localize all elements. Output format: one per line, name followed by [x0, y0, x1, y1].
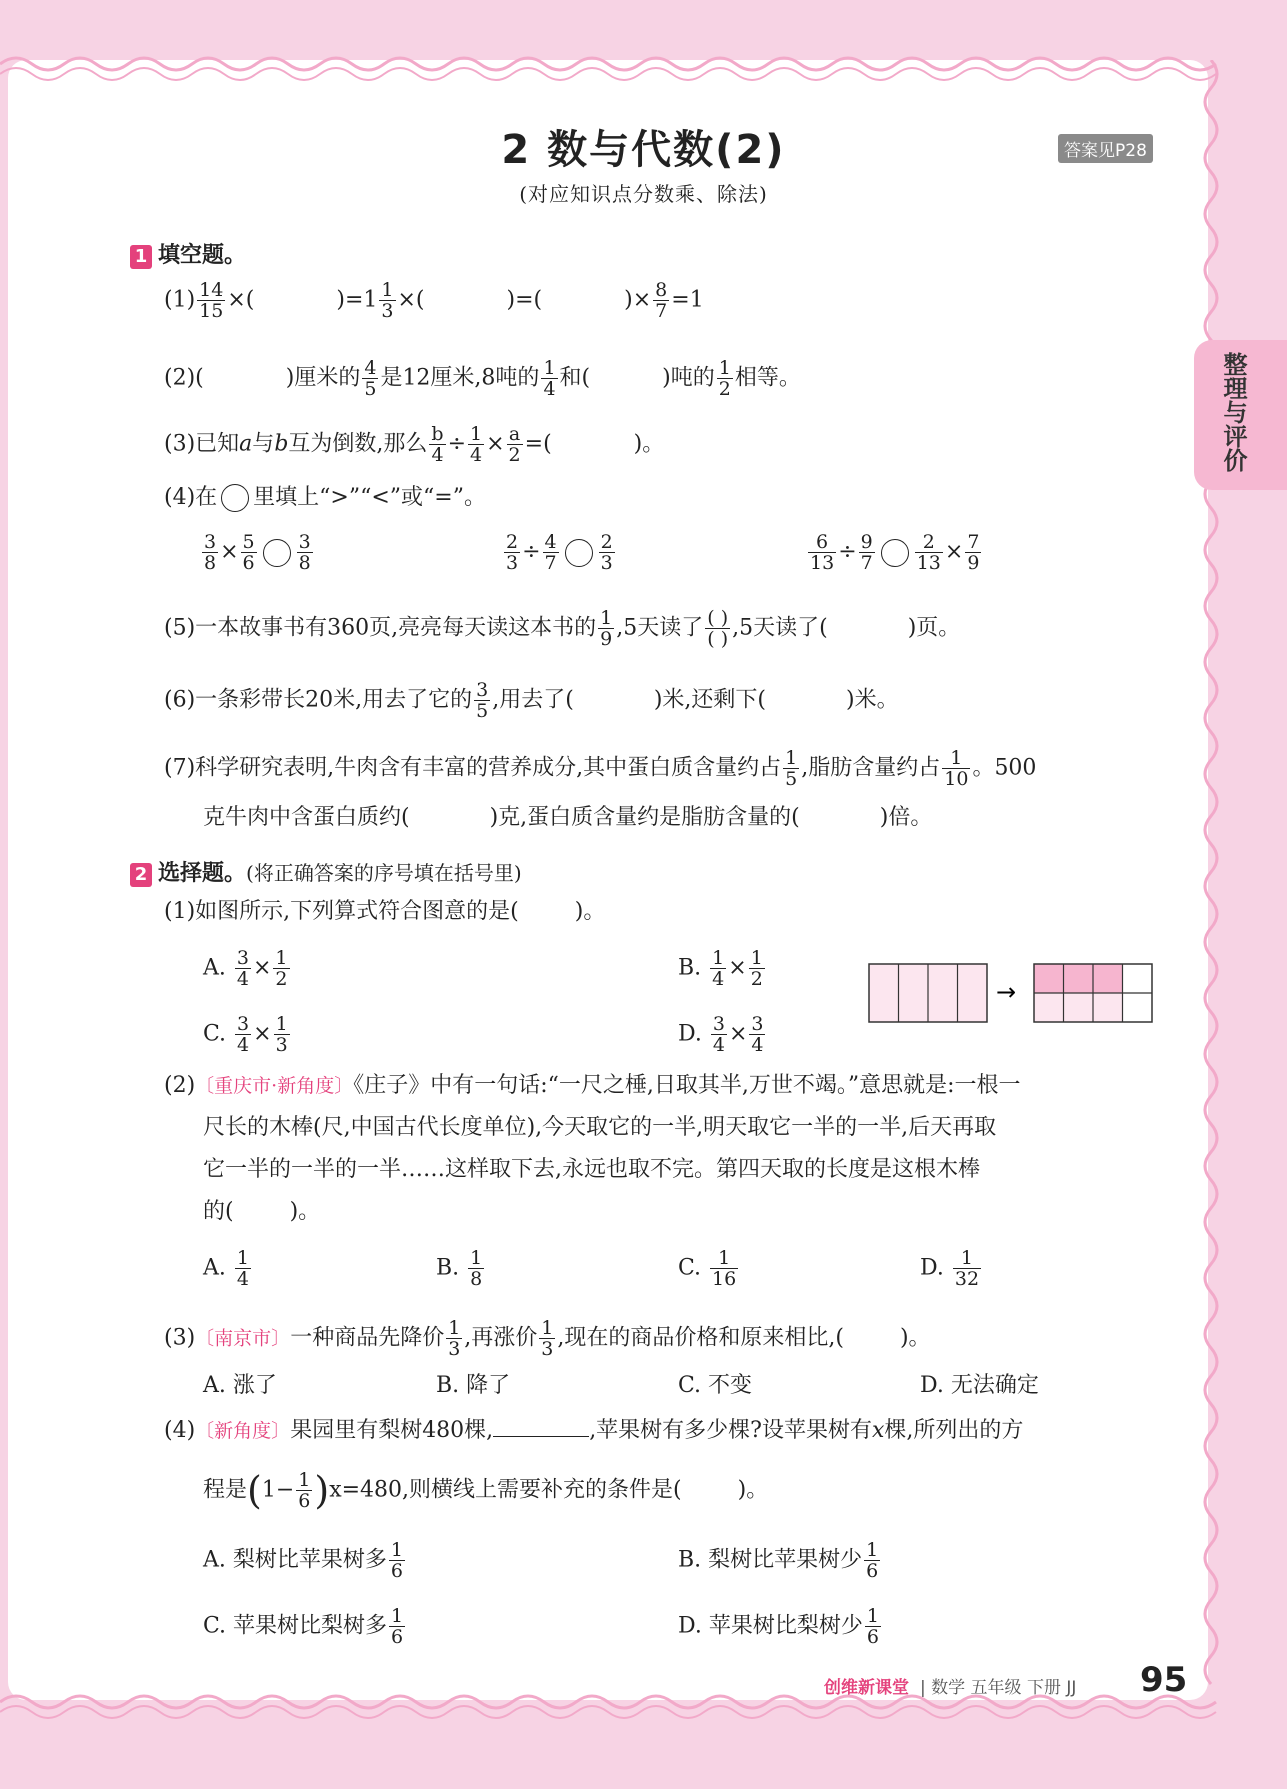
- fraction: [429, 424, 445, 465]
- s1-question-6: [164, 680, 899, 721]
- numerator: a: [507, 424, 523, 445]
- denominator: 8: [204, 552, 217, 574]
- s2-q1-option-a[interactable]: [203, 948, 292, 989]
- numerator: 3: [298, 531, 311, 553]
- section-1-number: 1: [130, 245, 152, 269]
- denominator: 13: [810, 552, 835, 574]
- numerator: 1: [942, 748, 970, 769]
- option-label: B. 梨树比苹果树少: [678, 1547, 863, 1573]
- option-label: B.: [678, 955, 702, 981]
- fraction: [379, 280, 395, 321]
- text: 和(: [559, 365, 591, 391]
- text: )吨的: [662, 365, 715, 391]
- s2-q1-option-b[interactable]: [678, 948, 767, 989]
- s1-question-5: [164, 608, 960, 649]
- numerator: 1: [712, 947, 725, 969]
- denominator: 4: [237, 1034, 250, 1056]
- fraction: [808, 532, 836, 573]
- numerator: 3: [237, 1013, 250, 1035]
- numerator: 5: [242, 531, 255, 553]
- s2-q3-option-b[interactable]: B. 降了: [436, 1373, 511, 1398]
- page-title: 2 数与代数(2): [501, 127, 786, 173]
- numerator: 2: [915, 532, 943, 553]
- fraction: [710, 1248, 738, 1289]
- denominator: 5: [476, 700, 489, 722]
- fraction-blank[interactable]: [705, 608, 730, 649]
- diagram-right-rect: [1034, 964, 1152, 1022]
- compare-circle[interactable]: [881, 539, 909, 567]
- denominator: 5: [364, 378, 377, 400]
- fraction: [749, 948, 765, 989]
- option-label: B.: [436, 1255, 460, 1281]
- fraction: [241, 532, 257, 573]
- numerator: 1: [718, 357, 731, 379]
- fraction: [710, 948, 726, 989]
- s2-q2-option-c[interactable]: [678, 1248, 740, 1289]
- variable-a: a: [239, 431, 253, 457]
- denominator: 4: [712, 1034, 725, 1056]
- text: 棵,所列出的方: [884, 1418, 1024, 1443]
- denominator: 6: [866, 1626, 879, 1648]
- s2-question-1: [164, 898, 605, 926]
- denominator: 16: [712, 1268, 737, 1290]
- side-tab-label: 整理与评价: [1219, 352, 1247, 472]
- text: ,用去了(: [492, 687, 574, 713]
- text: (4)在: [164, 485, 218, 510]
- section-2-number: 2: [130, 863, 152, 887]
- numerator: 1: [953, 1248, 981, 1269]
- text: )厘米的: [285, 365, 361, 391]
- s2-q4-option-b[interactable]: [678, 1540, 882, 1581]
- numerator: 6: [808, 532, 836, 553]
- s1-question-3: [164, 424, 664, 465]
- fraction: [942, 748, 970, 789]
- numerator: 3: [236, 947, 249, 969]
- denominator: 32: [954, 1268, 980, 1290]
- numerator: 1: [541, 1317, 554, 1339]
- numerator: 1: [866, 1605, 879, 1627]
- footer-info: | 数学 五年级 下册 JJ: [920, 1678, 1077, 1698]
- fraction: [783, 748, 799, 789]
- s1-question-4: [164, 484, 486, 512]
- source-tag: 〔重庆市·新角度〕: [195, 1075, 354, 1097]
- denominator: 6: [390, 1560, 403, 1582]
- section-2-heading: [130, 856, 522, 887]
- numerator: 1: [710, 1248, 738, 1269]
- times-sign: ×: [728, 1021, 748, 1047]
- s2-q2-option-b[interactable]: [436, 1248, 486, 1289]
- text: (4): [164, 1418, 196, 1443]
- s2-question-4: [164, 1414, 1023, 1445]
- text: 与: [252, 431, 275, 457]
- fraction: [711, 1014, 727, 1055]
- numerator: 3: [712, 1013, 725, 1035]
- denominator: 3: [506, 552, 519, 574]
- text: ,再涨价: [464, 1325, 538, 1351]
- text: 。500: [972, 755, 1037, 781]
- denominator: 13: [916, 552, 941, 574]
- fraction: [389, 1540, 405, 1581]
- condition-blank[interactable]: [493, 1414, 589, 1437]
- denominator: 4: [470, 444, 483, 466]
- divide-sign: ÷: [838, 539, 857, 565]
- denominator: 2: [750, 968, 763, 990]
- text: )。: [574, 899, 606, 924]
- section-1-heading: [130, 238, 246, 269]
- numerator: 3: [751, 1013, 764, 1035]
- text: 互为倒数,那么: [288, 431, 428, 457]
- text: =1: [671, 287, 704, 313]
- fraction: [543, 532, 559, 573]
- numerator: 14: [199, 279, 224, 301]
- denominator: 9: [967, 552, 980, 574]
- denominator: 10: [944, 768, 969, 790]
- numerator: 1: [298, 1469, 311, 1491]
- numerator-blank[interactable]: ( ): [707, 607, 729, 629]
- text: 相等。: [734, 365, 801, 391]
- fraction: [653, 280, 669, 321]
- left-paren: (: [247, 1468, 262, 1513]
- text: )。: [899, 1325, 931, 1351]
- s2-q3-option-a[interactable]: A. 涨了: [203, 1373, 277, 1398]
- compare-circle: [221, 484, 249, 512]
- times-sign: ×: [944, 539, 964, 565]
- denominator: 6: [242, 552, 255, 574]
- text: ,5天读了(: [732, 615, 828, 641]
- fraction-diagram: [868, 960, 1158, 1026]
- text: (3)已知: [164, 431, 240, 457]
- s1-q4-compare-3: [806, 532, 983, 573]
- text: )。: [737, 1477, 769, 1503]
- denominator: 4: [431, 444, 444, 466]
- s2-q1-option-c[interactable]: [203, 1014, 292, 1055]
- s1-question-1: [164, 280, 704, 321]
- s2-q3-option-c[interactable]: C. 不变: [678, 1373, 753, 1398]
- text: ×(: [227, 287, 255, 313]
- denominator: 3: [381, 300, 394, 322]
- text: )页。: [907, 615, 961, 641]
- text: ,苹果树有多少棵?设苹果树有: [589, 1418, 872, 1443]
- s2-q3-option-d[interactable]: D. 无法确定: [920, 1373, 1039, 1398]
- numerator: 1: [470, 1247, 483, 1269]
- fraction: [235, 1014, 251, 1055]
- right-paren: ): [314, 1468, 330, 1513]
- text: 《庄子》中有一句话:“一尺之棰,日取其半,万世不竭。”意思就是:一根一: [353, 1073, 1021, 1098]
- denominator: 3: [448, 1338, 461, 1360]
- fraction: [235, 1248, 251, 1289]
- text: ,现在的商品价格和原来相比,(: [557, 1325, 844, 1351]
- fraction: [965, 532, 981, 573]
- numerator: 2: [506, 531, 519, 553]
- denominator: 5: [785, 768, 798, 790]
- denominator: 8: [470, 1268, 483, 1290]
- source-tag: 〔南京市〕: [195, 1327, 291, 1350]
- option-label: A.: [203, 955, 226, 981]
- denominator: 7: [860, 552, 873, 574]
- text: )倍。: [879, 805, 933, 830]
- fraction: [504, 532, 520, 573]
- fraction: [539, 1318, 555, 1359]
- denominator: 4: [712, 968, 725, 990]
- text: 程是: [203, 1477, 248, 1503]
- numerator: 1: [750, 947, 763, 969]
- text: 是12厘米,8吨的: [380, 365, 540, 391]
- numerator: 1: [236, 1247, 249, 1269]
- numerator: 1: [390, 1539, 403, 1561]
- text: )米。: [846, 687, 899, 713]
- text: (6)一条彩带长20米,用去了它的: [164, 687, 473, 713]
- fraction: [474, 680, 490, 721]
- numerator: 4: [544, 531, 557, 553]
- fraction: [468, 1248, 484, 1289]
- text: =(: [524, 431, 552, 457]
- denominator: 9: [600, 628, 613, 650]
- numerator: 1: [391, 1605, 404, 1627]
- fraction: [202, 532, 218, 573]
- numerator: 1: [543, 357, 556, 379]
- numerator: 9: [860, 531, 873, 553]
- option-label: D.: [678, 1021, 702, 1047]
- wavy-border-right: [1196, 60, 1226, 1700]
- denominator: 4: [543, 378, 556, 400]
- s1-question-2: [164, 358, 801, 399]
- fraction: [274, 1014, 290, 1055]
- s2-question-2: [164, 1072, 1021, 1100]
- numerator: 1: [448, 1317, 461, 1339]
- option-label: D.: [920, 1255, 944, 1281]
- arrow-icon: →: [996, 978, 1017, 1006]
- denominator: 2: [275, 968, 288, 990]
- page-number: 95: [1140, 1660, 1188, 1700]
- fraction: [864, 1540, 880, 1581]
- s2-question-2-line3: 它一半的一半的一半……这样取下去,永远也取不完。第四天取的长度是这根木棒: [203, 1157, 980, 1182]
- numerator: 1: [275, 947, 288, 969]
- denominator: 4: [236, 968, 249, 990]
- diagram-left-rect: [869, 964, 987, 1022]
- fraction: [599, 532, 615, 573]
- s2-q1-option-d[interactable]: [678, 1014, 767, 1055]
- text: 的(: [203, 1199, 234, 1224]
- footer-brand: 创维新课堂: [824, 1678, 909, 1698]
- text: )。: [289, 1199, 321, 1224]
- s1-q4-compare-2: [502, 532, 617, 573]
- denominator: 7: [655, 300, 668, 322]
- s2-q4-option-d[interactable]: [678, 1606, 883, 1647]
- numerator: 7: [967, 531, 980, 553]
- denominator: 2: [508, 444, 521, 466]
- text: )。: [633, 431, 665, 457]
- text: ×(: [397, 287, 425, 313]
- variable-x: x: [871, 1418, 885, 1443]
- denominator: 15: [199, 300, 224, 322]
- text: )克,蛋白质含量约是脂肪含量的(: [489, 805, 800, 830]
- fraction: [197, 280, 225, 321]
- s1-question-7-line2: [203, 804, 932, 832]
- text: 克牛肉中含蛋白质约(: [203, 805, 410, 830]
- fraction: [362, 358, 378, 399]
- numerator: 1: [866, 1539, 879, 1561]
- s2-question-2-line2: 尺长的木棒(尺,中国古代长度单位),今天取它的一半,明天取它一半的一半,后天再取: [203, 1115, 997, 1140]
- numerator: 1: [275, 1013, 288, 1035]
- text: 一种商品先降价: [290, 1325, 445, 1351]
- section-1-title: 填空题。: [158, 243, 247, 268]
- times-sign: ×: [252, 955, 272, 981]
- fraction: [915, 532, 943, 573]
- fraction: [296, 1470, 312, 1511]
- fraction: [598, 608, 614, 649]
- source-tag: 〔新角度〕: [195, 1420, 291, 1442]
- fraction: [953, 1248, 981, 1289]
- fraction: [446, 1318, 462, 1359]
- fraction: [468, 424, 484, 465]
- text: (3): [164, 1325, 196, 1351]
- fraction: [541, 358, 557, 399]
- fraction: [389, 1606, 405, 1647]
- denominator: 8: [298, 552, 311, 574]
- numerator: 4: [364, 357, 377, 379]
- numerator: 1: [470, 423, 483, 445]
- numerator: 2: [600, 531, 613, 553]
- fraction: [717, 358, 733, 399]
- numerator: 3: [204, 531, 217, 553]
- text: ÷: [447, 431, 467, 457]
- text: (7)科学研究表明,牛肉含有丰富的营养成分,其中蛋白质含量约占: [164, 755, 782, 781]
- option-label: D. 苹果树比梨树少: [678, 1613, 863, 1639]
- text: x=480,则横线上需要补充的条件是(: [329, 1477, 682, 1503]
- text: )×: [624, 287, 652, 313]
- fraction: [865, 1606, 881, 1647]
- compare-circle[interactable]: [565, 539, 593, 567]
- s2-q2-option-a[interactable]: [203, 1248, 253, 1289]
- times-sign: ×: [728, 955, 747, 981]
- denominator: 6: [391, 1626, 404, 1648]
- text: (1)如图所示,下列算式符合图意的是(: [164, 899, 519, 924]
- divide-sign: ÷: [522, 539, 541, 565]
- variable-b: b: [274, 431, 289, 457]
- option-label: C. 苹果树比梨树多: [203, 1613, 388, 1639]
- s2-question-3: [164, 1318, 931, 1359]
- text: )=1: [336, 287, 378, 313]
- wavy-border-top: [0, 44, 1287, 84]
- option-label: A. 梨树比苹果树多: [203, 1547, 387, 1573]
- denominator: 3: [275, 1034, 288, 1056]
- text: (2)(: [164, 365, 204, 391]
- fraction: [859, 532, 875, 573]
- text: ,5天读了: [616, 615, 704, 641]
- s1-q4-compare-1: [200, 532, 315, 573]
- text: )米,还剩下(: [653, 687, 766, 713]
- denominator-blank[interactable]: ( ): [707, 628, 729, 650]
- fraction: [507, 424, 523, 465]
- option-label: C.: [678, 1255, 702, 1281]
- s2-question-2-line4: [203, 1198, 320, 1226]
- s1-question-7: [164, 748, 1036, 789]
- times-sign: ×: [220, 539, 239, 565]
- option-label: A.: [203, 1255, 226, 1281]
- numerator: b: [431, 423, 444, 445]
- compare-circle[interactable]: [263, 539, 291, 567]
- s2-q2-option-d[interactable]: [920, 1248, 983, 1289]
- answer-reference-badge: 答案见P28: [1058, 134, 1153, 163]
- wavy-border-bottom: [0, 1690, 1287, 1730]
- text: 1−: [261, 1477, 295, 1503]
- denominator: 6: [298, 1490, 311, 1512]
- numerator: 1: [381, 279, 394, 301]
- numerator: 8: [655, 279, 668, 301]
- section-2-title: 选择题。: [158, 861, 247, 886]
- text: (2): [164, 1073, 196, 1098]
- numerator: 1: [785, 747, 798, 769]
- times-sign: ×: [253, 1021, 272, 1047]
- s2-question-4-line2: [203, 1470, 768, 1511]
- denominator: 6: [866, 1560, 879, 1582]
- denominator: 7: [544, 552, 557, 574]
- numerator: 3: [476, 679, 489, 701]
- option-label: C.: [203, 1021, 227, 1047]
- fraction: [235, 948, 251, 989]
- text: ×: [486, 431, 505, 457]
- section-2-note: (将正确答案的序号填在括号里): [246, 861, 522, 885]
- denominator: 3: [600, 552, 613, 574]
- s2-q4-option-a[interactable]: [203, 1540, 407, 1581]
- numerator: 1: [600, 607, 613, 629]
- text: ,脂肪含量约占: [801, 755, 941, 781]
- fraction: [297, 532, 313, 573]
- fraction: [273, 948, 289, 989]
- text: 里填上“>”“<”或“=”。: [253, 485, 486, 510]
- text: (1): [164, 287, 196, 313]
- denominator: 4: [751, 1034, 764, 1056]
- text: )=(: [506, 287, 543, 313]
- text: (5)一本故事书有360页,亮亮每天读这本书的: [164, 615, 597, 641]
- denominator: 2: [718, 378, 731, 400]
- denominator: 4: [236, 1268, 249, 1290]
- denominator: 3: [541, 1338, 554, 1360]
- text: 果园里有梨树480棵,: [290, 1418, 494, 1443]
- page-subtitle: (对应知识点分数乘、除法): [519, 182, 768, 206]
- s2-q4-option-c[interactable]: [203, 1606, 407, 1647]
- fraction: [749, 1014, 765, 1055]
